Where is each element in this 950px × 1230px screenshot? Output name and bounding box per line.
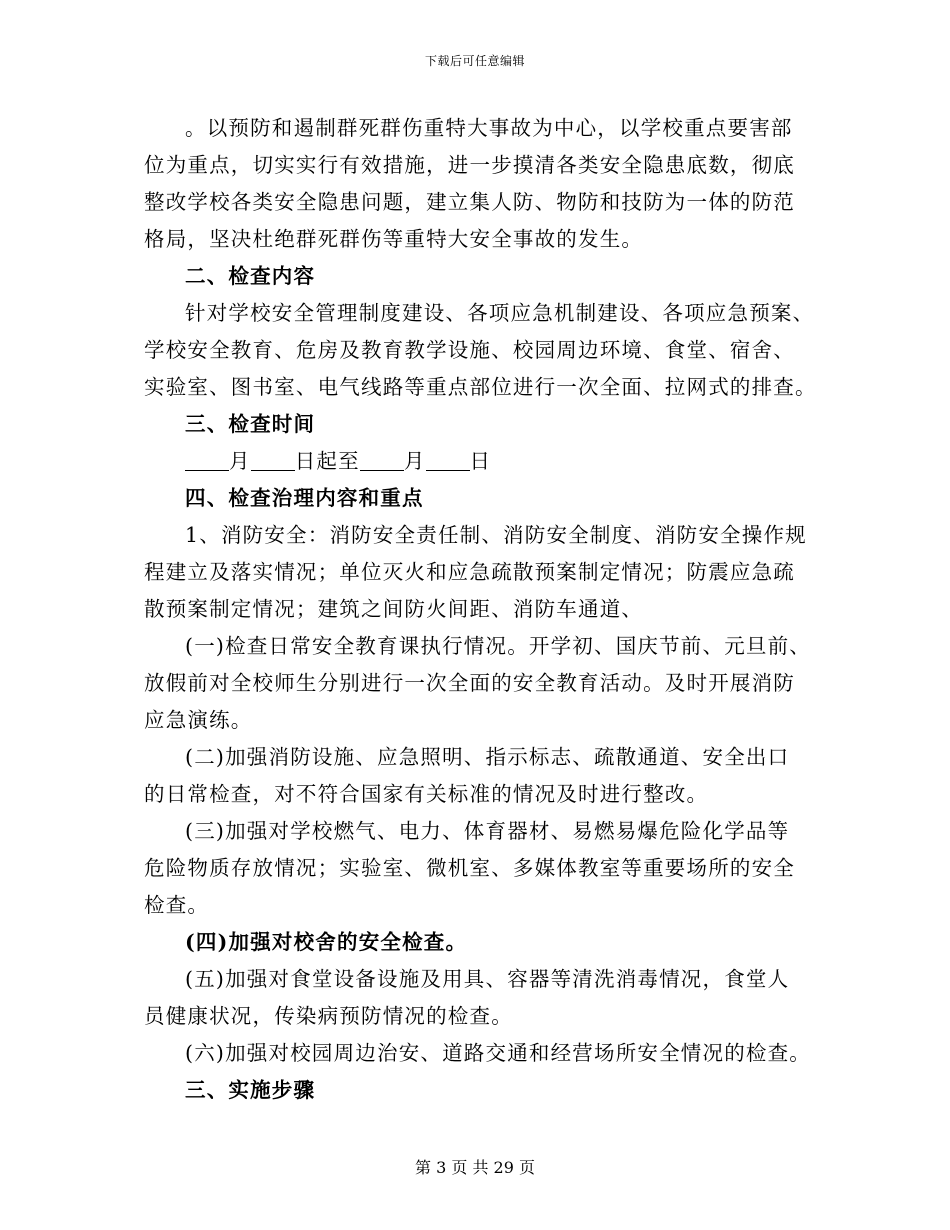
paragraph-line: (六)加强对校园周边治安、道路交通和经营场所安全情况的检查。 (185, 1041, 811, 1065)
paragraph-line: 的日常检查，对不符合国家有关标准的情况及时进行整改。 (144, 782, 709, 806)
section-heading-content: 二、检查内容 (185, 264, 316, 288)
paragraph-line: 1、消防安全：消防安全责任制、消防安全制度、消防安全操作规 (185, 523, 807, 547)
paragraph-line: 散预案制定情况；建筑之间防火间距、消防车通道、 (144, 597, 644, 621)
section-heading-steps: 三、实施步骤 (185, 1078, 316, 1102)
blank-underline (426, 450, 470, 471)
date-month-label: 月 (403, 449, 426, 473)
date-day-from-label: 日起至 (294, 449, 360, 473)
paragraph-line: 格局，坚决杜绝群死群伤等重特大安全事故的发生。 (144, 227, 644, 251)
blank-underline (360, 450, 404, 471)
paragraph-line: 。以预防和遏制群死群伤重特大事故为中心，以学校重点要害部 (185, 116, 793, 140)
paragraph-line-bold: (四)加强对校舍的安全检查。 (185, 930, 468, 954)
paragraph-line: 实验室、图书室、电气线路等重点部位进行一次全面、拉网式的排查。 (144, 375, 817, 399)
paragraph-line: (三)加强对学校燃气、电力、体育器材、易燃易爆危险化学品等 (185, 819, 790, 843)
paragraph-line: 针对学校安全管理制度建设、各项应急机制建设、各项应急预案、 (185, 301, 815, 325)
paragraph-line: (五)加强对食堂设备设施及用具、容器等清洗消毒情况，食堂人 (185, 967, 790, 991)
document-body (144, 110, 817, 1109)
paragraph-line: 位为重点，切实实行有效措施，进一步摸清各类安全隐患底数，彻底 (144, 153, 795, 177)
section-heading-focus: 四、检查治理内容和重点 (185, 486, 424, 510)
paragraph-line: (一)检查日常安全教育课执行情况。开学初、国庆节前、元旦前、 (185, 634, 811, 658)
paragraph-line: 危险物质存放情况；实验室、微机室、多媒体教室等重要场所的安全 (144, 856, 795, 880)
page-header: 下载后可任意编辑 (424, 54, 525, 68)
date-month-label: 月 (229, 449, 251, 473)
paragraph-line: 放假前对全校师生分别进行一次全面的安全教育活动。及时开展消防 (144, 671, 795, 695)
paragraph-line: 程建立及落实情况；单位灭火和应急疏散预案制定情况；防震应急疏 (144, 560, 795, 584)
blank-underline (185, 450, 229, 471)
paragraph-line: 员健康状况，传染病预防情况的检查。 (144, 1004, 513, 1028)
paragraph-line: (二)加强消防设施、应急照明、指示标志、疏散通道、安全出口 (185, 745, 790, 769)
paragraph-line: 检查。 (144, 893, 210, 917)
paragraph-line: 整改学校各类安全隐患问题，建立集人防、物防和技防为一体的防范 (144, 190, 795, 214)
date-range-line (144, 443, 814, 480)
blank-underline (251, 450, 295, 471)
date-day-end-label: 日 (469, 449, 492, 473)
page-footer: 第 3 页 共 29 页 (415, 1158, 535, 1177)
paragraph-line: 学校安全教育、危房及教育教学设施、校园周边环境、食堂、宿舍、 (144, 338, 795, 362)
paragraph-line: 应急演练。 (144, 708, 253, 732)
section-heading-time: 三、检查时间 (185, 412, 316, 436)
